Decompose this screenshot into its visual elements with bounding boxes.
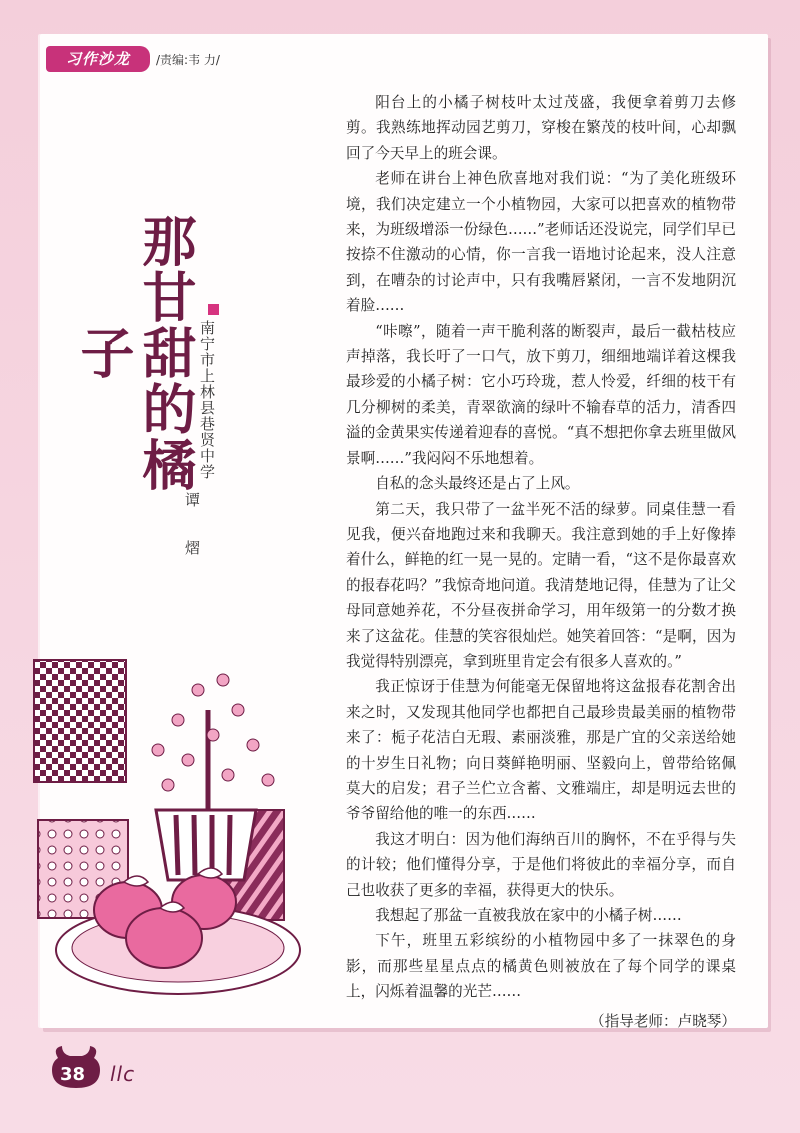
- author-name: 谭 熠: [183, 492, 201, 569]
- article-paragraph: 我想起了那盆一直被我放在家中的小橘子树……: [375, 907, 682, 924]
- article-title: 那甘甜的橘子: [72, 213, 197, 493]
- article-paragraph: 自私的念头最终还是占了上风。: [375, 475, 580, 493]
- article-paragraph: 第二天，我只带了一盆半死不活的绿萝。同桌佳慧一看见我，便兴奋地跑过来和我聊天。我注意到她的手上好像捧着什么，鲜艳的红一晃一晃的。定睛一看，“这不是你最喜欢的报春花吗？”我惊奇地问道。我清楚地记得，佳慧为了让父母同意她养花，不分昼夜拼命学习，用年级第一的分数才换来了这盆花。佳慧的笑容很灿烂。她笑着回答：“是啊，因为我觉得特别漂亮，拿到班里肯定会有很多人喜欢的。”: [346, 500, 736, 670]
- section-tab: 习作沙龙: [46, 46, 150, 72]
- article-paragraph: “咔嚓”，随着一声干脆利落的断裂声，最后一截枯枝应声掉落，我长吁了一口气，放下剪刀，细细地端详着这棵我最珍爱的小橘子树：它小巧玲珑，惹人怜爱，纤细的枝干有几分柳树的柔美，青翠欲滴的绿叶不输春草的活力，清香四溢的金黄果实传递着迎春的喜悦。“真不想把你拿去班里做风景啊……”我闷闷不乐地想着。: [346, 322, 736, 467]
- article-paragraph: 我正惊讶于佳慧为何能毫无保留地将这盆报春花割舍出来之时，又发现其他同学也都把自己最珍贵最美丽的植物带来了：栀子花洁白无瑕、素丽淡雅，那是广宜的父亲送给她的十岁生日礼物；向日葵鲜艳明丽、坚毅向上，曾带给铭佩莫大的启发；君子兰伫立含蓄、文雅端庄，却是明远去世的爷爷留给他的唯一的东西……: [346, 678, 736, 823]
- author-school: 南宁市上林县巷贤中学: [198, 320, 216, 480]
- article-paragraph: 我这才明白：因为他们海纳百川的胸怀，不在乎得与失的计较；他们懂得分享，于是他们将彼此的幸福分享，而自己也收获了更多的幸福，获得更大的快乐。: [346, 830, 736, 899]
- footer-logo: llc: [110, 1062, 136, 1086]
- article-body: [346, 90, 736, 1034]
- article-paragraph: 老师在讲台上神色欣喜地对我们说：“为了美化班级环境，我们决定建立一个小植物园，大家可以把喜欢的植物带来，为班级增添一份绿色……”老师话还没说完，同学们早已按捺不住激动的心情，你一言我一语地讨论起来，没人注意到，在嘈杂的讨论声中，只有我嘴唇紧闭，一言不发地阴沉着脸……: [346, 170, 736, 315]
- guide-teacher: （指导老师：卢晓琴）: [590, 1012, 736, 1030]
- page-number: 38: [60, 1064, 86, 1085]
- potted-tree-illustration: [28, 650, 318, 1010]
- byline-marker: [208, 304, 219, 315]
- article-paragraph: 下午，班里五彩缤纷的小植物园中多了一抹翠色的身影，而那些星星点点的橘黄色则被放在了每个同学的课桌上，闪烁着温馨的光芒……: [346, 932, 736, 1001]
- editor-credit: /责编:韦 力/: [156, 53, 220, 67]
- article-paragraph: 阳台上的小橘子树枝叶太过茂盛，我便拿着剪刀去修剪。我熟练地挥动园艺剪刀，穿梭在繁茂的枝叶间，心却飘回了今天早上的班会课。: [346, 94, 736, 162]
